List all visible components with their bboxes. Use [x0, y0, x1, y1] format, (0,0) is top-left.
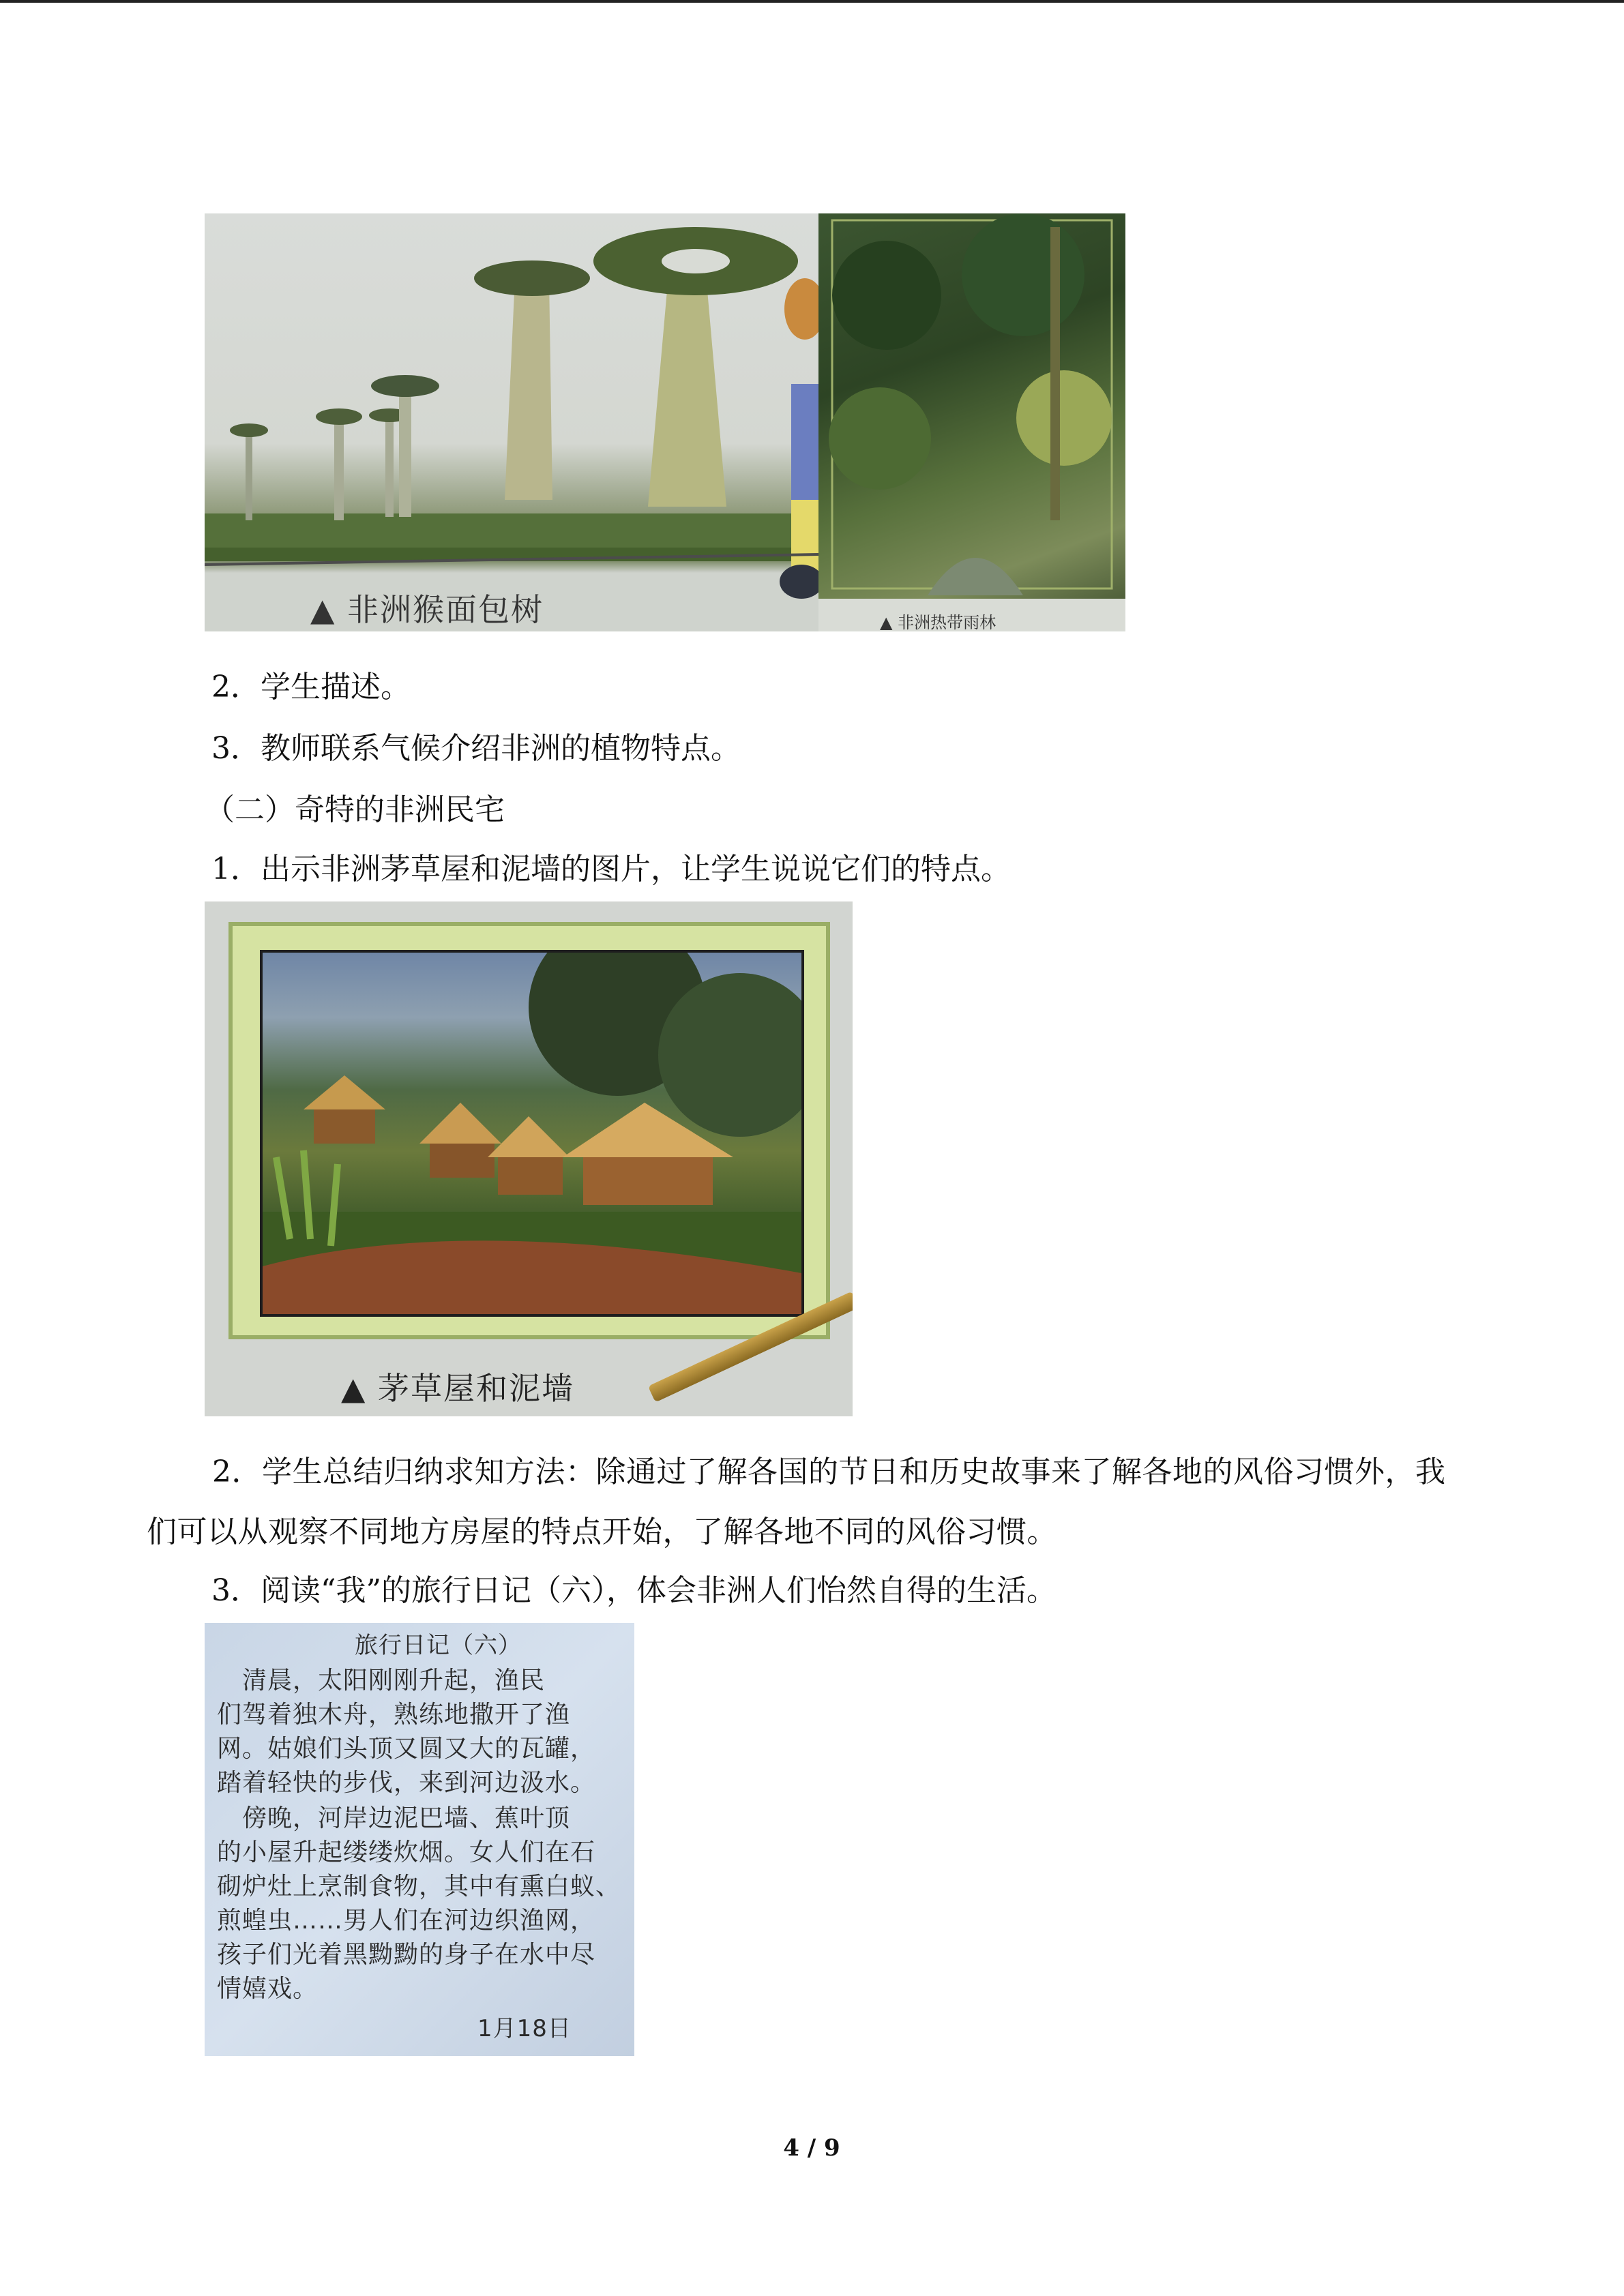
diary-line: 傍晚，河岸边泥巴墙、蕉叶顶	[217, 1804, 571, 1832]
diary-line: 网。姑娘们头顶又圆又大的瓦罐，	[217, 1735, 596, 1763]
diary-line: 们驾着独木舟，熟练地撒开了渔	[217, 1701, 571, 1729]
rainforest-photo	[818, 213, 1125, 631]
diary-title: 旅行日记（六）	[355, 1632, 522, 1659]
diary-line: 孩子们光着黑黝黝的身子在水中尽	[217, 1941, 596, 1969]
diary-line: 砌炉灶上烹制食物，其中有熏白蚁、	[217, 1873, 621, 1900]
page-number: 4 / 9	[783, 2134, 840, 2162]
diary-line: 情嬉戏。	[217, 1975, 319, 2003]
item-2-text: 2．学生描述。	[211, 670, 411, 704]
rainforest-illustration	[818, 213, 1125, 631]
baobab-caption: ▲ 非洲猴面包树	[310, 591, 544, 628]
step-1-text: 1．出示非洲茅草屋和泥墙的图片，让学生说说它们的特点。	[211, 852, 1011, 886]
step-3-text: 3．阅读“我”的旅行日记（六），体会非洲人们怡然自得的生活。	[211, 1573, 1057, 1608]
baobab-illustration	[205, 213, 818, 631]
top-border-line	[0, 0, 1624, 3]
diary-line: 煎蝗虫……男人们在河边织渔网，	[217, 1907, 596, 1935]
diary-line: 的小屋升起缕缕炊烟。女人们在石	[217, 1838, 596, 1866]
travel-diary-image	[205, 1623, 634, 2056]
houses-caption: ▲ 茅草屋和泥墙	[341, 1370, 574, 1407]
diary-date: 1月18日	[477, 2015, 572, 2042]
figure-thatched-houses	[205, 901, 853, 1416]
section-heading: （二）奇特的非洲民宅	[205, 792, 505, 827]
houses-illustration	[263, 953, 801, 1314]
picture-frame	[228, 922, 830, 1339]
rainforest-caption: ▲ 非洲热带雨林	[880, 613, 996, 631]
figure-plants	[205, 213, 1125, 631]
diary-line: 清晨，太阳刚刚升起，渔民	[217, 1667, 546, 1695]
houses-photo	[260, 950, 804, 1317]
diary-line: 踏着轻快的步伐，来到河边汲水。	[217, 1769, 596, 1797]
step-2-text: 2．学生总结归纳求知方法：除通过了解各国的节日和历史故事来了解各地的风俗习惯外，我们可以从观察不同地方房屋的特点开始，了解各地不同的风俗习惯。	[147, 1455, 1446, 1549]
baobab-photo	[205, 213, 818, 631]
item-3-text: 3．教师联系气候介绍非洲的植物特点。	[211, 731, 741, 766]
